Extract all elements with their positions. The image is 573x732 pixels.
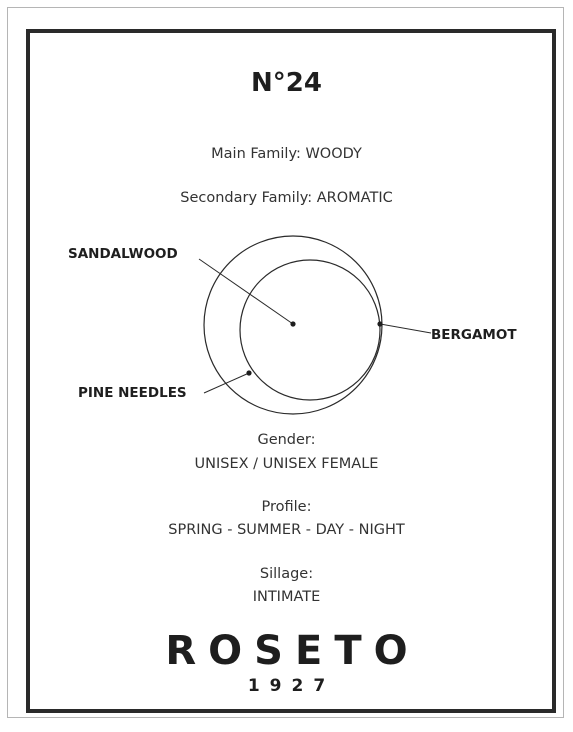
pine-needles-dot — [246, 370, 251, 375]
sandalwood-leader — [199, 259, 293, 324]
note-sandalwood: SANDALWOOD — [68, 246, 178, 262]
secondary-family: Secondary Family: AROMATIC — [180, 190, 393, 206]
gender-value: UNISEX / UNISEX FEMALE — [194, 456, 379, 472]
gender-label: Gender: — [257, 432, 316, 448]
profile-value: SPRING - SUMMER - DAY - NIGHT — [168, 522, 405, 538]
note-pine-needles: PINE NEEDLES — [78, 385, 187, 401]
sillage-label: Sillage: — [259, 566, 314, 582]
fragrance-number: N°24 — [251, 68, 322, 98]
sillage-value: INTIMATE — [252, 589, 321, 605]
sandalwood-dot — [290, 321, 295, 326]
profile-label: Profile: — [261, 499, 312, 515]
bergamot-leader — [380, 324, 431, 333]
note-bergamot: BERGAMOT — [431, 327, 517, 343]
bergamot-dot — [377, 321, 382, 326]
brand-logo: ROSETO — [165, 628, 420, 674]
main-family: Main Family: WOODY — [211, 146, 362, 162]
inner-circle — [240, 260, 380, 400]
pine-needles-leader — [204, 373, 249, 393]
brand-year: 1927 — [247, 676, 336, 696]
